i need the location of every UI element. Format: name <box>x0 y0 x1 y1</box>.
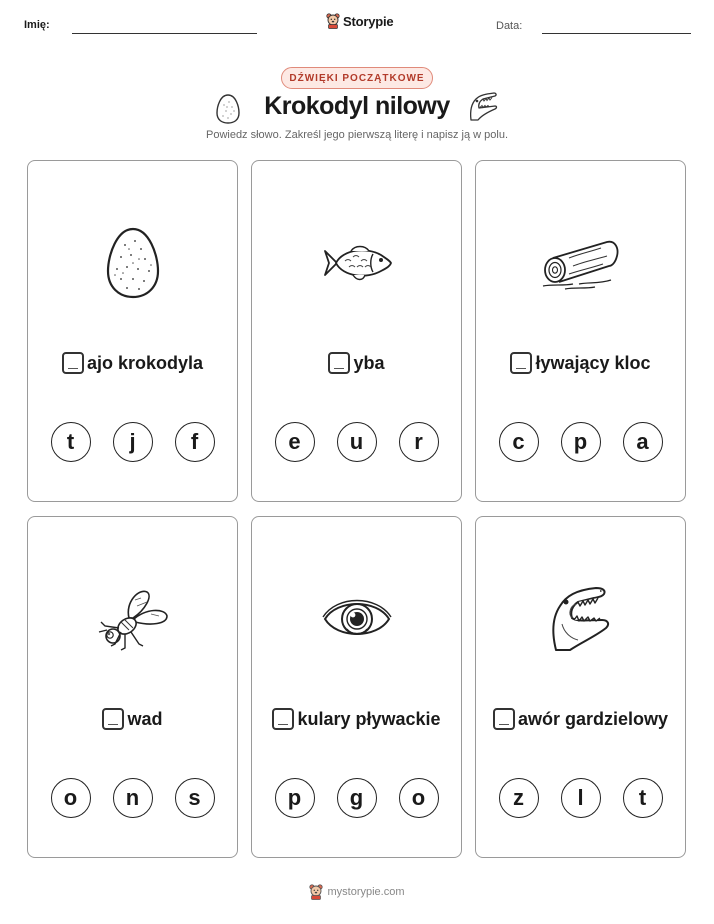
answer-box[interactable] <box>328 352 350 374</box>
card-log <box>475 160 686 502</box>
storypie-bear-logo-icon <box>326 13 340 29</box>
card-fly <box>27 516 238 858</box>
letter-choice[interactable]: o <box>399 778 439 818</box>
page-title: Krokodyl nilowy <box>264 92 450 120</box>
letter-choice[interactable]: j <box>113 422 153 462</box>
name-field[interactable] <box>72 33 257 34</box>
letter-choice[interactable]: l <box>561 778 601 818</box>
answer-box[interactable] <box>62 352 84 374</box>
card-egg <box>27 160 238 502</box>
instructions: Powiedz słowo. Zakreśl jego pierwszą literę i napisz ją w polu. <box>205 129 509 141</box>
word-rest: yba <box>353 352 385 373</box>
letter-choice[interactable]: s <box>175 778 215 818</box>
word-rest: kulary pływackie <box>297 708 441 729</box>
letter-choice[interactable]: a <box>623 422 663 462</box>
crocodile-head-icon <box>466 90 500 124</box>
letter-choice[interactable]: p <box>275 778 315 818</box>
brand-name: Storypie <box>343 13 394 29</box>
answer-box[interactable] <box>102 708 124 730</box>
card-eye <box>251 516 462 858</box>
date-field[interactable] <box>542 33 691 34</box>
letter-choice[interactable]: o <box>51 778 91 818</box>
letter-choice[interactable]: n <box>113 778 153 818</box>
title-row <box>0 90 714 126</box>
letter-choice[interactable]: f <box>175 422 215 462</box>
letter-choice[interactable]: z <box>499 778 539 818</box>
footer-website[interactable]: mystorypie.com <box>327 886 405 898</box>
card-fish <box>251 160 462 502</box>
letter-choice[interactable]: r <box>399 422 439 462</box>
word-rest: awór gardzielowy <box>517 708 669 729</box>
brand <box>326 13 393 29</box>
letter-choice[interactable]: c <box>499 422 539 462</box>
card-crocodile-throat <box>475 516 686 858</box>
fish-icon <box>321 241 393 285</box>
storypie-bear-logo-icon <box>309 884 323 900</box>
answer-box[interactable] <box>272 708 294 730</box>
letter-choice[interactable]: g <box>337 778 377 818</box>
footer <box>0 884 714 900</box>
letter-choice[interactable]: t <box>623 778 663 818</box>
egg-icon <box>103 225 163 301</box>
word-rest: wad <box>127 708 163 729</box>
fly-icon <box>95 586 171 652</box>
letter-choice[interactable]: t <box>51 422 91 462</box>
letter-choice[interactable]: u <box>337 422 377 462</box>
name-label: Imię: <box>24 19 50 31</box>
category-badge: DŹWIĘKI POCZĄTKOWE <box>281 67 433 89</box>
answer-box[interactable] <box>493 708 515 730</box>
word-rest: ływający kloc <box>535 352 651 373</box>
eye-icon <box>321 591 393 647</box>
log-icon <box>539 236 623 290</box>
letter-choice[interactable]: e <box>275 422 315 462</box>
word-rest: ajo krokodyla <box>86 352 204 373</box>
date-label: Data: <box>496 20 523 32</box>
letter-choice[interactable]: p <box>561 422 601 462</box>
answer-box[interactable] <box>510 352 532 374</box>
worksheet-header <box>0 0 714 50</box>
crocodile-head-icon <box>548 584 614 654</box>
